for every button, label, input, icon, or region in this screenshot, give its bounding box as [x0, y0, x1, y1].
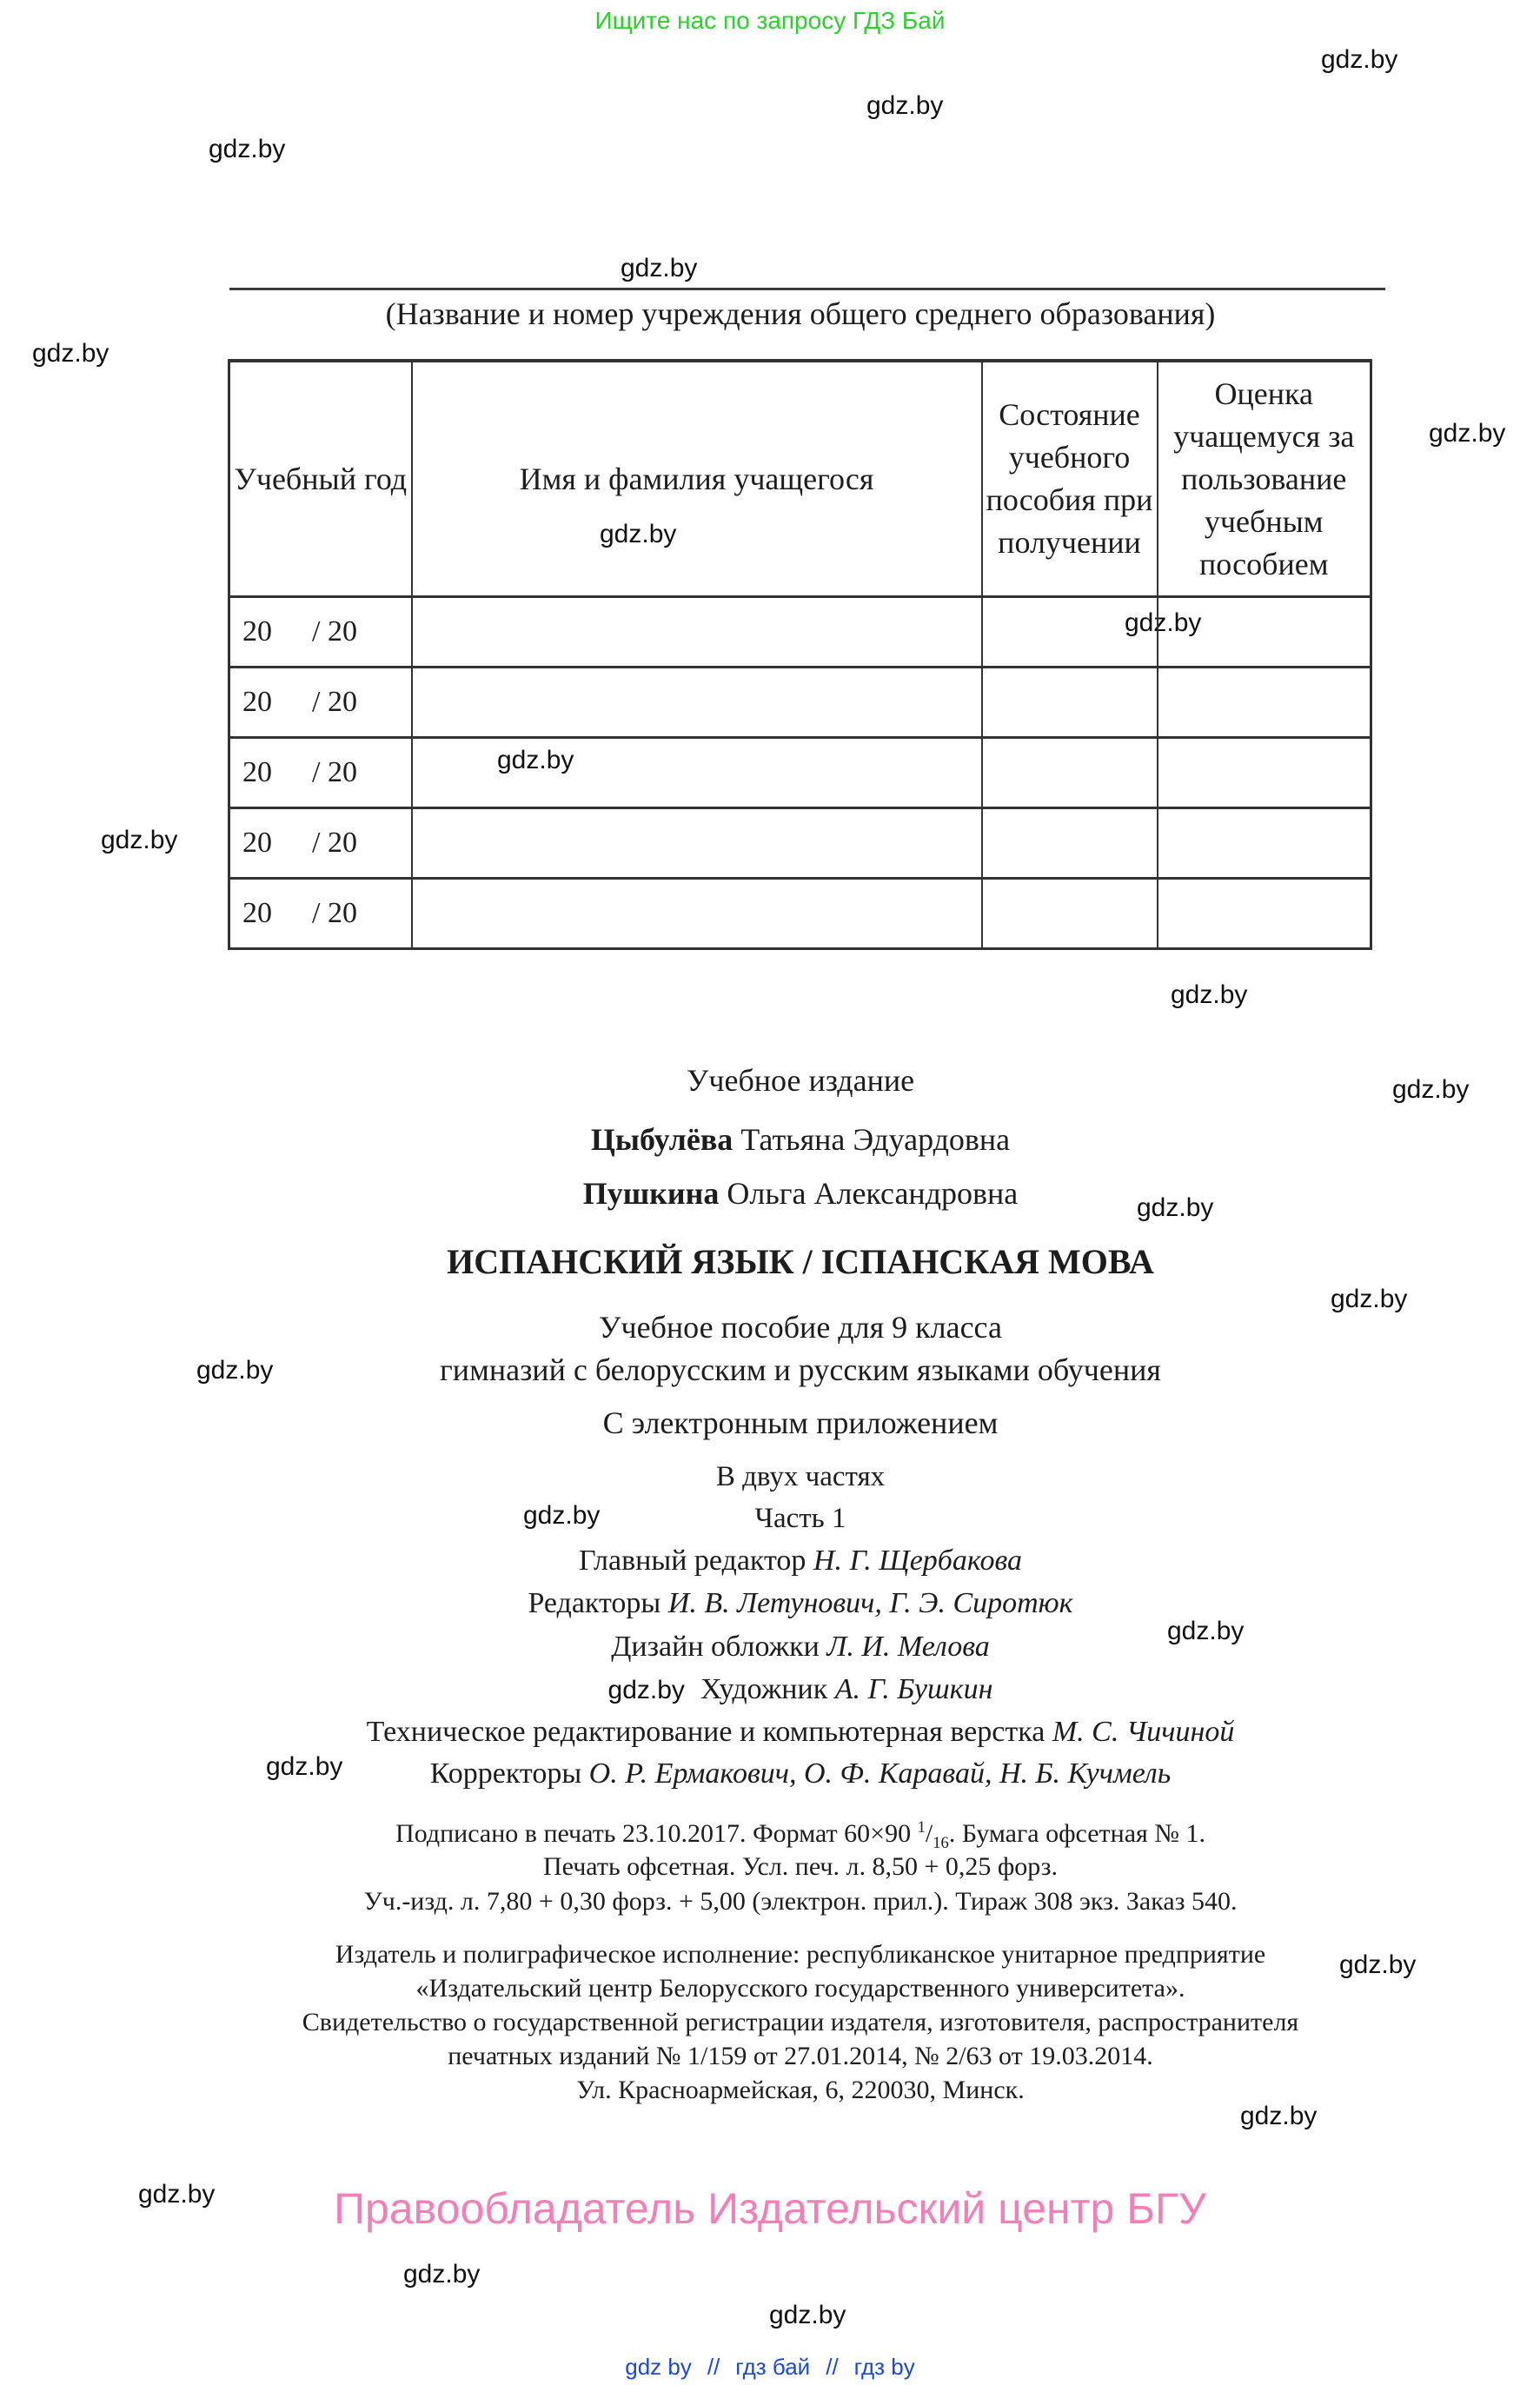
school-year-cell: 20 / 20	[229, 597, 412, 668]
school-year-cell: 20 / 20	[229, 738, 412, 808]
watermark-text: gdz.by	[32, 339, 110, 368]
student-name-cell	[412, 738, 982, 808]
part-number: Часть 1	[754, 1503, 846, 1534]
print-info-1: Подписано в печать 23.10.2017. Формат 60×90 $^1/_{16}$. Бумага офсетная № 1.	[395, 1818, 1205, 1852]
school-year-cell: 20 / 20	[229, 808, 412, 879]
publisher-address: Ул. Красноармейская, 6, 220030, Минск.	[576, 2076, 1025, 2104]
publisher-4: печатных изданий № 1/159 от 27.01.2014, № 2/63 от 19.03.2014.	[448, 2042, 1153, 2070]
watermark-text: gdz.by	[1125, 608, 1202, 637]
grade-cell	[1158, 808, 1371, 879]
watermark-text: gdz.by	[600, 520, 677, 548]
watermark-text: gdz.by	[1171, 980, 1248, 1009]
watermark-text: gdz.by	[1321, 45, 1398, 74]
watermark-text: gdz.by	[209, 135, 286, 163]
record-table	[228, 359, 1372, 950]
institution-caption: (Название и номер учреждения общего среднего образования)	[385, 296, 1216, 331]
editors: Редакторы И. В. Летунович, Г. Э. Сиротюк	[528, 1587, 1073, 1619]
table-body	[229, 597, 1371, 949]
subtitle-grade: Учебное пособие для 9 класса	[599, 1310, 1002, 1345]
condition-cell	[982, 738, 1158, 808]
rights-line: Правообладатель Издательский центр БГУ	[334, 2184, 1206, 2233]
parts-note: В двух частях	[715, 1461, 886, 1492]
watermark-text: gdz.by	[138, 2180, 216, 2209]
condition-cell	[982, 808, 1158, 879]
watermark-text: gdz.by	[101, 826, 178, 854]
watermark-text: gdz.by	[607, 1676, 685, 1704]
publisher-3: Свидетельство о государственной регистрации издателя, изготовителя, распространителя	[302, 2008, 1299, 2036]
table-row	[229, 668, 1371, 738]
student-name-cell	[412, 597, 982, 668]
promo-banner: Ищите нас по запросу ГДЗ Бай	[594, 7, 946, 34]
student-name-cell	[412, 668, 982, 738]
table-row	[229, 597, 1371, 668]
subtitle-appendix: С электронным приложением	[602, 1405, 999, 1440]
footer-separator: //	[707, 2354, 720, 2380]
condition-cell	[982, 879, 1158, 949]
footer-link[interactable]: gdz by	[625, 2354, 692, 2380]
watermark-text: gdz.by	[497, 746, 574, 774]
watermark-text: gdz.by	[523, 1501, 601, 1530]
grade-cell	[1158, 668, 1371, 738]
school-year-cell: 20 / 20	[229, 879, 412, 949]
cover-design: Дизайн обложки Л. И. Мелова	[611, 1631, 990, 1663]
print-info-2: Печать офсетная. Усл. печ. л. 8,50 + 0,25 форз.	[542, 1852, 1059, 1881]
watermark-text: gdz.by	[1240, 2102, 1318, 2130]
print-info-3: Уч.-изд. л. 7,80 + 0,30 форз. + 5,00 (электрон. прил.). Тираж 308 экз. Заказ 540.	[363, 1887, 1238, 1916]
watermark-text: gdz.by	[1392, 1075, 1470, 1104]
grade-cell	[1158, 738, 1371, 808]
watermark-text: gdz.by	[621, 254, 698, 282]
institution-underline	[229, 288, 1385, 290]
column-header: Оценка учащемуся за пользование учебным пособием	[1158, 361, 1371, 597]
footer-separator: //	[826, 2354, 839, 2380]
footer-links	[0, 2354, 1540, 2381]
grade-cell	[1158, 879, 1371, 949]
subtitle-schools: гимназий с белорусским и русским языками обучения	[440, 1352, 1161, 1387]
chief-editor: Главный редактор Н. Г. Щербакова	[578, 1545, 1023, 1577]
school-year-cell: 20 / 20	[229, 668, 412, 738]
watermark-text: gdz.by	[1429, 419, 1506, 448]
table-row	[229, 808, 1371, 879]
author-2: Пушкина Ольга Александровна	[582, 1176, 1019, 1211]
technical-editing: Техническое редактирование и компьютерная верстка М. С. Чичиной	[366, 1716, 1235, 1748]
condition-cell	[982, 668, 1158, 738]
column-header: Состояние учебного пособия при получении	[982, 361, 1158, 597]
watermark-text: gdz.by	[266, 1752, 343, 1781]
publisher-1: Издатель и полиграфическое исполнение: республиканское унитарное предприятие	[335, 1940, 1266, 1969]
watermark-text: gdz.by	[196, 1356, 274, 1385]
author-1: Цыбулёва Татьяна Эдуардовна	[590, 1122, 1011, 1157]
artist: gdz.by Художник А. Г. Бушкин	[607, 1673, 993, 1705]
publisher-2: «Издательский центр Белорусского государственного университета».	[415, 1974, 1185, 2003]
table-row	[229, 879, 1371, 949]
column-header: Имя и фамилия учащегося	[412, 361, 982, 597]
student-name-cell	[412, 879, 982, 949]
edition-type: Учебное издание	[686, 1063, 915, 1098]
footer-link[interactable]: гдз by	[853, 2354, 915, 2380]
watermark-text: gdz.by	[1167, 1617, 1245, 1645]
student-name-cell	[412, 808, 982, 879]
table-header-row	[229, 361, 1371, 597]
proofreaders: Корректоры О. Р. Ермакович, О. Ф. Каравай, Н. Б. Кучмель	[429, 1757, 1172, 1790]
watermark-text: gdz.by	[1331, 1285, 1408, 1313]
book-title: ИСПАНСКИЙ ЯЗЫК / ІСПАНСКАЯ МОВА	[447, 1242, 1154, 1281]
watermark-text: gdz.by	[866, 91, 944, 120]
column-header: Учебный год	[229, 361, 412, 597]
watermark-text: gdz.by	[1339, 1950, 1417, 1979]
table-row	[229, 738, 1371, 808]
watermark-text: gdz.by	[1137, 1193, 1214, 1222]
grade-cell	[1158, 597, 1371, 668]
watermark-text: gdz.by	[403, 2260, 481, 2289]
watermark-text: gdz.by	[769, 2301, 846, 2329]
footer-link[interactable]: гдз бай	[735, 2354, 811, 2380]
condition-cell	[982, 597, 1158, 668]
